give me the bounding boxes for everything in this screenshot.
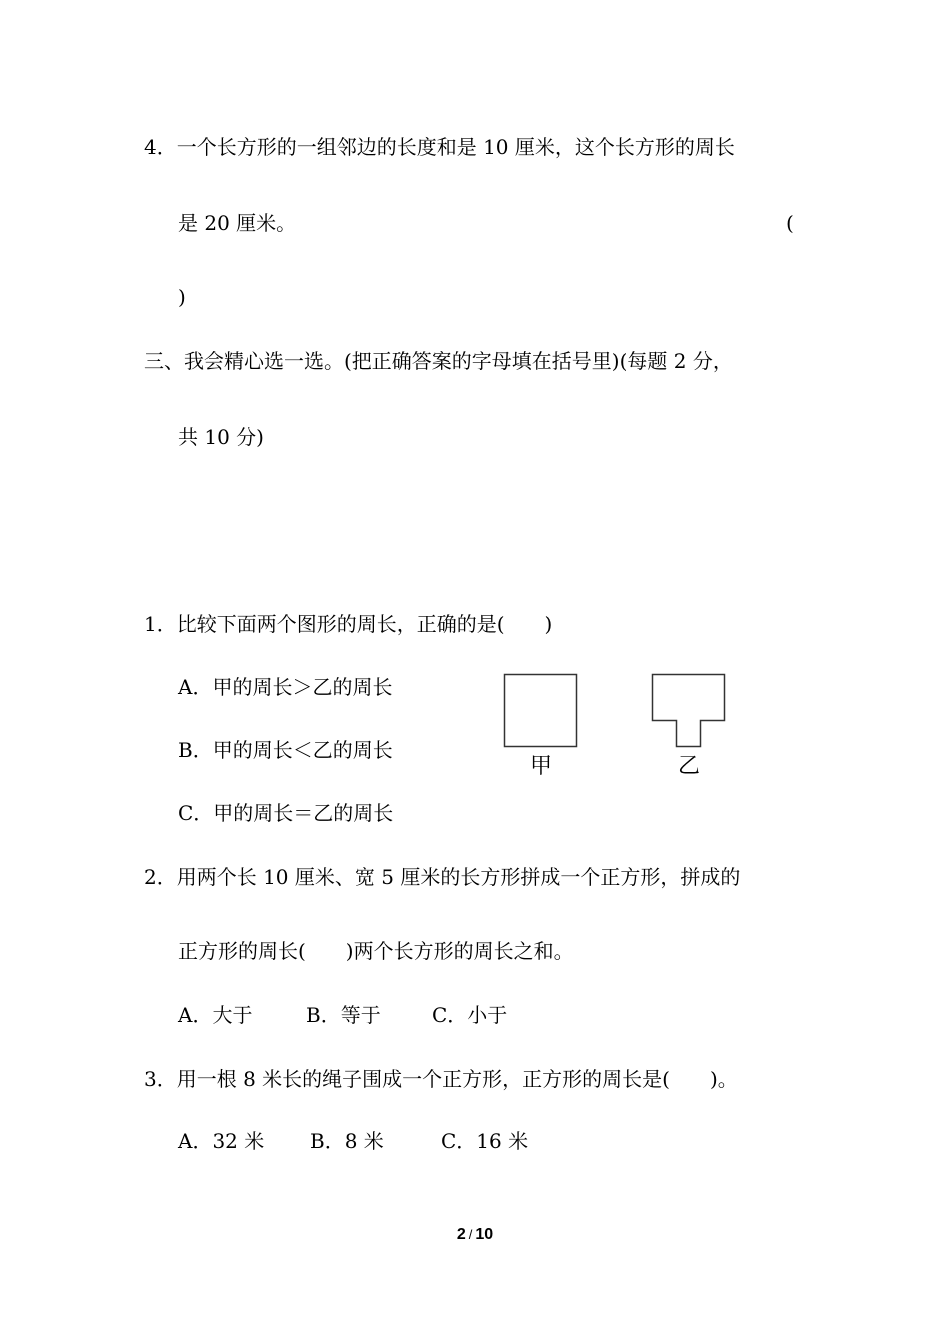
page-number bbox=[0, 1226, 950, 1244]
q2-option-c: C．小于 bbox=[432, 1003, 508, 1027]
q3-option-a: A．32 米 bbox=[178, 1129, 265, 1153]
page-current: 2 bbox=[456, 1226, 466, 1243]
section3-heading-line2: 共 10 分) bbox=[178, 425, 264, 449]
q2-option-b: B．等于 bbox=[306, 1003, 381, 1027]
q1-stem: 1．比较下面两个图形的周长，正确的是( ) bbox=[144, 612, 553, 636]
page-separator: / bbox=[468, 1227, 473, 1242]
q1-figures bbox=[495, 665, 745, 755]
q3-option-b: B．8 米 bbox=[310, 1129, 384, 1153]
judge-q4-line1: 4．一个长方形的一组邻边的长度和是 10 厘米，这个长方形的周长 bbox=[144, 135, 735, 159]
q3-stem: 3．用一根 8 米长的绳子围成一个正方形，正方形的周长是( )。 bbox=[144, 1067, 738, 1091]
figure-label-jia: 甲 bbox=[530, 754, 553, 779]
q2-line2: 正方形的周长( )两个长方形的周长之和。 bbox=[178, 939, 574, 963]
judge-q4-paren-close: ) bbox=[178, 285, 186, 309]
q3-option-c: C．16 米 bbox=[441, 1129, 529, 1153]
q1-option-b: B．甲的周长＜乙的周长 bbox=[178, 738, 393, 762]
page-total: 10 bbox=[475, 1226, 494, 1243]
q1-option-a: A．甲的周长＞乙的周长 bbox=[178, 675, 393, 699]
figure-yi-shape bbox=[653, 675, 725, 747]
figure-label-yi: 乙 bbox=[678, 754, 701, 779]
figure-jia-square bbox=[505, 675, 577, 747]
section3-heading-line1: 三、我会精心选一选。(把正确答案的字母填在括号里)(每题 2 分， bbox=[144, 349, 733, 373]
judge-q4-paren-open: ( bbox=[786, 211, 794, 235]
q2-line1: 2．用两个长 10 厘米、宽 5 厘米的长方形拼成一个正方形，拼成的 bbox=[144, 865, 741, 889]
q2-option-a: A．大于 bbox=[178, 1003, 253, 1027]
judge-q4-line2: 是 20 厘米。 bbox=[178, 211, 297, 235]
q1-option-c: C．甲的周长＝乙的周长 bbox=[178, 801, 394, 825]
